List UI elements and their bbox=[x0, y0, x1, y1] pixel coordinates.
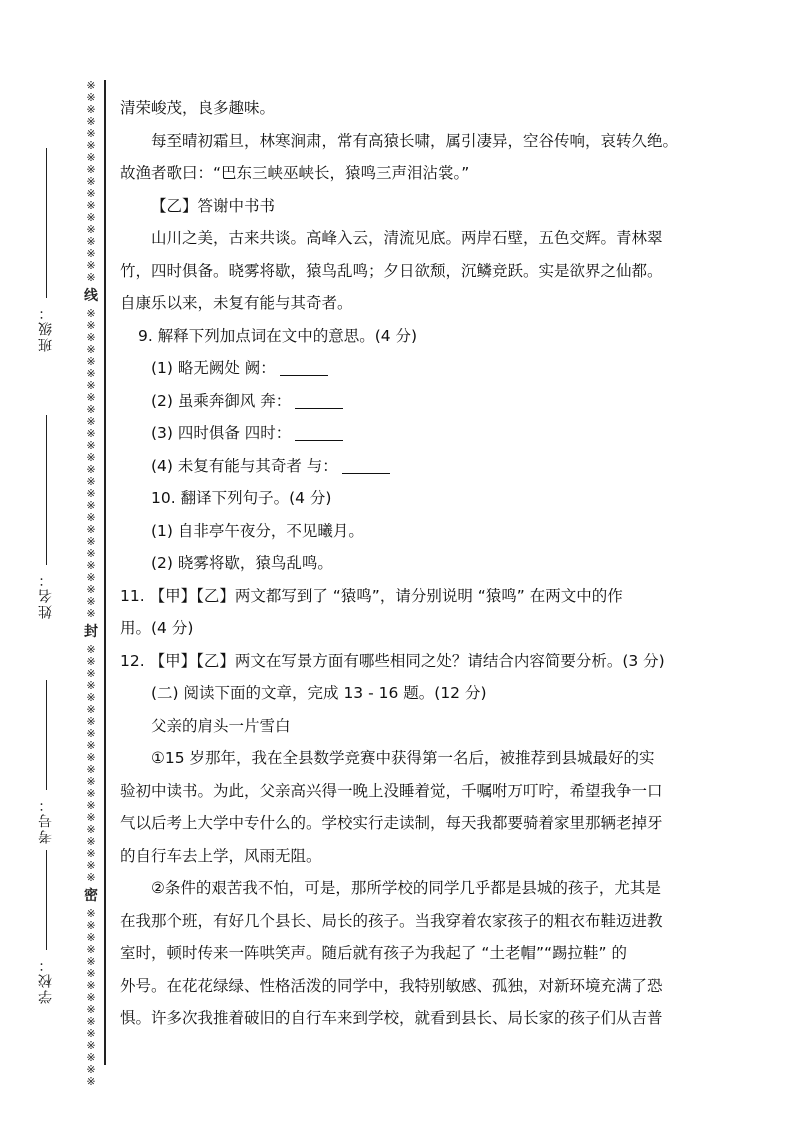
paragraph-line: 惧。许多次我推着破旧的自行车来到学校，就看到县长、局长家的孩子们从吉普 bbox=[120, 1009, 663, 1027]
exam-content bbox=[120, 92, 772, 1035]
answer-blank[interactable] bbox=[342, 457, 390, 474]
binding-crosses: ※※※※※※※※※※※※※※※※※※※※ bbox=[86, 643, 96, 884]
question-9-1: (1) 略无阙处 阙： bbox=[120, 352, 772, 385]
field-class-label: 班级： bbox=[38, 304, 54, 352]
text-line: 竹，四时俱备。晓雾将歇，猿鸟乱鸣；夕日欲颓，沉鳞竞跃。实是欲界之仙都。 bbox=[120, 261, 663, 280]
section-title: 【乙】答谢中书书 bbox=[151, 196, 276, 215]
question-9: 9. 解释下列加点词在文中的意思。(4 分) bbox=[138, 326, 418, 345]
question-11: 11. 【甲】【乙】两文都写到了 “猿鸣”，请分别说明 “猿鸣” 在两文中的作 bbox=[120, 586, 623, 605]
field-exam-number-label: 考号： bbox=[38, 796, 54, 844]
answer-blank[interactable] bbox=[295, 392, 343, 409]
answer-blank[interactable] bbox=[280, 359, 328, 376]
paragraph-line: 的自行车去上学，风雨无阻。 bbox=[120, 846, 322, 865]
binding-crosses: ※※※※※※※※※※※※※※※※※※※※※※※※※※ bbox=[86, 307, 96, 620]
text-line: 用。(4 分) bbox=[120, 619, 194, 637]
paragraph-line: 验初中读书。为此，父亲高兴得一晚上没睡着觉，千嘱咐万叮咛，希望我争一口 bbox=[120, 781, 663, 800]
section-heading: (二) 阅读下面的文章，完成 13 - 16 题。(12 分) bbox=[151, 684, 487, 702]
field-name[interactable] bbox=[36, 415, 56, 619]
question-9-4: (4) 未复有能与其奇者 与： bbox=[120, 450, 772, 483]
paragraph-line: 外号。在花花绿绿、性格活泼的同学中，我特别敏感、孤独，对新环境充满了恐 bbox=[120, 976, 663, 995]
question-9-2: (2) 虽乘奔御风 奔： bbox=[120, 385, 772, 418]
field-class[interactable] bbox=[36, 148, 56, 352]
field-exam-number[interactable] bbox=[36, 680, 56, 844]
text-line: 清荣峻茂，良多趣味。 bbox=[120, 99, 276, 117]
paragraph-line: ②条件的艰苦我不怕，可是，那所学校的同学几乎都是县城的孩子，尤其是 bbox=[151, 879, 661, 897]
paragraph-line: 室时，顿时传来一阵哄笑声。随后就有孩子为我起了 “土老帽”“踢拉鞋” 的 bbox=[120, 944, 627, 962]
binding-mark-line: 线 bbox=[84, 288, 98, 304]
binding-rule bbox=[104, 80, 106, 1065]
binding-crosses: ※※※※※※※※※※※※※※※ bbox=[86, 907, 96, 1088]
paragraph-line: ①15 岁那年，我在全县数学竞赛中获得第一名后，被推荐到县城最好的实 bbox=[151, 749, 655, 767]
binding-crosses: ※※※※※※※※※※※※※※※※※ bbox=[86, 79, 96, 284]
question-10: 10. 翻译下列句子。(4 分) bbox=[151, 489, 332, 507]
binding-mark-seal: 封 bbox=[84, 624, 98, 640]
question-12: 12. 【甲】【乙】两文在写景方面有哪些相同之处？请结合内容简要分析。(3 分) bbox=[120, 651, 665, 670]
answer-blank[interactable] bbox=[295, 424, 343, 441]
text-line: 故渔者歌曰：“巴东三峡巫峡长，猿鸣三声泪沾裳。” bbox=[120, 164, 470, 182]
question-10-2: (2) 晓雾将歇，猿鸟乱鸣。 bbox=[151, 554, 333, 572]
question-10-1: (1) 自非亭午夜分，不见曦月。 bbox=[151, 521, 364, 540]
article-title: 父亲的肩头一片雪白 bbox=[151, 716, 291, 735]
field-school-label: 学校： bbox=[38, 956, 54, 1004]
field-school[interactable] bbox=[36, 850, 56, 1004]
text-line: 山川之美，古来共谈。高峰入云，清流见底。两岸石壁，五色交辉。青林翠 bbox=[151, 229, 663, 247]
binding-strip bbox=[83, 79, 99, 1088]
field-name-label: 姓名： bbox=[38, 571, 54, 619]
binding-mark-secret: 密 bbox=[84, 888, 98, 904]
question-9-3: (3) 四时俱备 四时： bbox=[120, 417, 772, 450]
paragraph-line: 在我那个班，有好几个县长、局长的孩子。当我穿着农家孩子的粗衣布鞋迈进教 bbox=[120, 911, 663, 930]
text-line: 自康乐以来，未复有能与其奇者。 bbox=[120, 294, 353, 312]
text-line: 每至晴初霜旦，林寒涧肃，常有高猿长啸，属引凄异，空谷传响，哀转久绝。 bbox=[151, 131, 679, 150]
paragraph-line: 气以后考上大学中专什么的。学校实行走读制，每天我都要骑着家里那辆老掉牙 bbox=[120, 814, 663, 832]
